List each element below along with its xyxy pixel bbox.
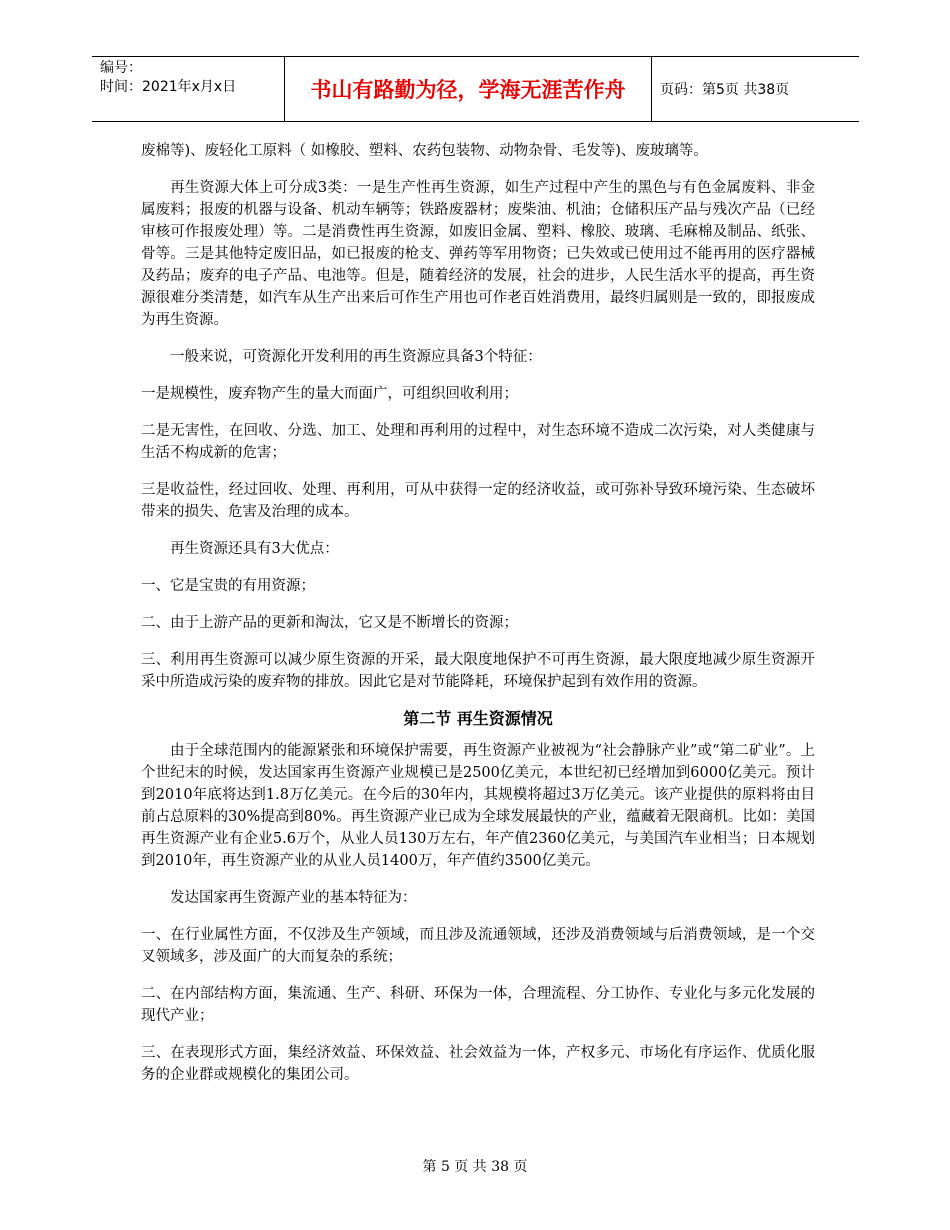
section-title: 第二节 再生资源情况 xyxy=(403,709,553,728)
page-header xyxy=(92,56,859,122)
paragraph: 一般来说，可资源化开发利用的再生资源应具备3个特征： xyxy=(170,349,542,365)
header-motto: 书山有路勤为径，学海无涯苦作舟 xyxy=(285,57,652,121)
paragraph: 由于全球范围内的能源紧张和环境保护需要，再生资源产业被视为“社会静脉产业”或“第二矿业”。上个世纪末的时候，发达国家再生资源产业规模已是2500亿美元，本世纪初已经增加到6000亿美元。预计到2010年底将达到1.8万亿美元。在今后的30年内，其规模将超过3万亿美元。该产业提供的原料将由目前占总原料的30%提高到80%。再生资源产业已成为全球发展最快的产业，蕴藏着无限商机。比如：美国再生资源产业有企业5.6万个，从业人员130万左右，年产值2360亿美元，与美国汽车业相当；日本规划到2010年，再生资源产业的从业人员1400万，年产值约3500亿美元。 xyxy=(141,743,815,869)
page-footer: 第 5 页 共 38 页 xyxy=(422,1159,528,1175)
header-meta xyxy=(92,57,285,121)
paragraph: 发达国家再生资源产业的基本特征为： xyxy=(170,890,417,906)
document-time: 时间：2021年x月x日 xyxy=(100,79,237,95)
paragraph: 一、在行业属性方面，不仅涉及生产领域，而且涉及流通领域，还涉及消费领域与后消费领域，是一个交叉领域多，涉及面广的大而复杂的系统； xyxy=(141,927,815,965)
header-page-info: 页码：第5页 共38页 xyxy=(660,82,790,98)
paragraph: 废棉等)、废轻化工原料（ 如橡胶、塑料、农药包装物、动物杂骨、毛发等)、废玻璃等。 xyxy=(141,143,708,159)
paragraph: 一是规模性，废弃物产生的量大而面广，可组织回收利用； xyxy=(141,386,518,402)
paragraph: 一、它是宝贵的有用资源； xyxy=(141,578,315,594)
paragraph: 二是无害性，在回收、分选、加工、处理和再利用的过程中，对生态环境不造成二次污染，对人类健康与生活不构成新的危害； xyxy=(141,423,815,461)
paragraph: 三是收益性，经过回收、处理、再利用，可从中获得一定的经济收益，或可弥补导致环境污染、生态破坏带来的损失、危害及治理的成本。 xyxy=(141,482,815,520)
paragraph: 再生资源还具有3大优点： xyxy=(170,541,339,557)
paragraph: 三、利用再生资源可以减少原生资源的开采，最大限度地保护不可再生资源，最大限度地减少原生资源开采中所造成污染的废弃物的排放。因此它是对节能降耗，环境保护起到有效作用的资源。 xyxy=(141,652,815,690)
paragraph: 二、由于上游产品的更新和淘汰，它又是不断增长的资源； xyxy=(141,615,518,631)
paragraph: 再生资源大体上可分成3类：一是生产性再生资源，如生产过程中产生的黑色与有色金属废料、非金属废料；报废的机器与设备、机动车辆等；铁路废器材；废柴油、机油；仓储积压产品与残次产品（已经审核可作报废处理）等。二是消费性再生资源，如废旧金属、塑料、橡胶、玻璃、毛麻棉及制品、纸张、骨等。三是其他特定废旧品，如已报废的枪支、弹药等军用物资；已失效或已使用过不能再用的医疗器械及药品；废弃的电子产品、电池等。但是，随着经济的发展，社会的进步，人民生活水平的提高，再生资源很难分类清楚，如汽车从生产出来后可作生产用也可作老百姓消费用，最终归属则是一致的，即报废成为再生资源。 xyxy=(141,180,815,328)
paragraph: 三、在表现形式方面，集经济效益、环保效益、社会效益为一体，产权多元、市场化有序运作、优质化服务的企业群或规模化的集团公司。 xyxy=(141,1045,815,1083)
document-body xyxy=(141,140,815,1101)
document-number-label: 编号： xyxy=(100,60,142,76)
paragraph: 二、在内部结构方面，集流通、生产、科研、环保为一体，合理流程、分工协作、专业化与多元化发展的现代产业； xyxy=(141,986,815,1024)
